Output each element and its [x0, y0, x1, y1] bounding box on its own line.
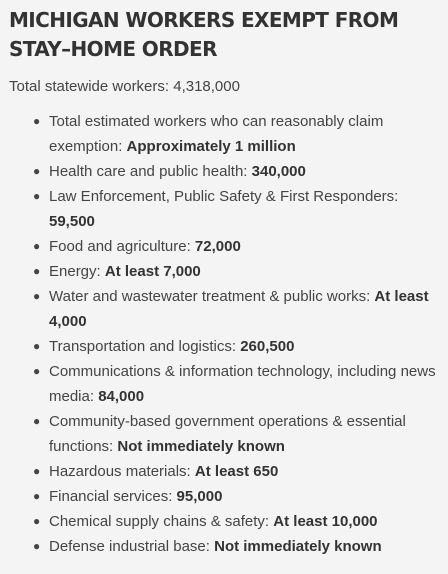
- list-item: [33, 334, 439, 359]
- item-value: 95,000: [176, 488, 223, 505]
- bullet-icon: ●: [33, 239, 41, 253]
- bullet-icon: ●: [33, 514, 41, 528]
- item-value: Approximately 1 million: [126, 138, 296, 155]
- item-label: Energy:: [49, 263, 105, 280]
- item-value: Not immediately known: [214, 538, 382, 555]
- bullet-icon: ●: [33, 489, 41, 503]
- list-item: [33, 409, 439, 459]
- page-title: MICHIGAN WORKERS EXEMPT FROM STAY–HOME ORDER: [9, 8, 399, 61]
- item-label: Transportation and logistics:: [49, 338, 241, 355]
- bullet-icon: ●: [33, 114, 41, 128]
- item-value: At least 4,000: [49, 288, 429, 330]
- list-item: [33, 159, 439, 184]
- item-label: Chemical supply chains & safety:: [49, 513, 274, 530]
- item-value: 59,500: [49, 213, 95, 230]
- item-value: 340,000: [251, 163, 306, 180]
- item-label: Hazardous materials:: [49, 463, 195, 480]
- bullet-icon: ●: [33, 189, 41, 203]
- list-item: [33, 459, 439, 484]
- bullet-icon: ●: [33, 414, 41, 428]
- list-item: [33, 259, 439, 284]
- list-item: [33, 534, 439, 559]
- item-value: 84,000: [98, 388, 145, 405]
- item-label: Food and agriculture:: [49, 238, 195, 255]
- list-item: [33, 484, 439, 509]
- item-label: Financial services:: [49, 488, 177, 505]
- bullet-icon: ●: [33, 164, 41, 178]
- item-value: 260,500: [240, 338, 295, 355]
- list-item: [33, 284, 439, 334]
- item-label: Defense industrial base:: [49, 538, 215, 555]
- item-value: Not immediately known: [117, 438, 285, 455]
- bullet-icon: ●: [33, 464, 41, 478]
- item-label: Health care and public health:: [49, 163, 252, 180]
- exemption-list: [9, 109, 439, 559]
- item-value: At least 7,000: [104, 263, 201, 280]
- item-label: Communications & information technology, including news media:: [49, 363, 436, 405]
- item-value: At least 650: [194, 463, 279, 480]
- bullet-icon: ●: [33, 264, 41, 278]
- item-value: At least 10,000: [273, 513, 378, 530]
- bullet-icon: ●: [33, 339, 41, 353]
- list-item: [33, 109, 439, 159]
- list-item: [33, 509, 439, 534]
- list-item: [33, 184, 439, 234]
- list-item: [33, 359, 439, 409]
- item-label: Total estimated workers who can reasonably claim exemption:: [49, 113, 384, 155]
- bullet-icon: ●: [33, 539, 41, 553]
- list-item: [33, 234, 439, 259]
- item-label: Community-based government operations & essential functions:: [49, 413, 406, 455]
- item-label: Water and wastewater treatment & public works:: [49, 288, 375, 305]
- item-value: 72,000: [194, 238, 241, 255]
- bullet-icon: ●: [33, 289, 41, 303]
- total-workers: Total statewide workers: 4,318,000: [9, 78, 240, 95]
- bullet-icon: ●: [33, 364, 41, 378]
- item-label: Law Enforcement, Public Safety & First Responders:: [49, 188, 399, 205]
